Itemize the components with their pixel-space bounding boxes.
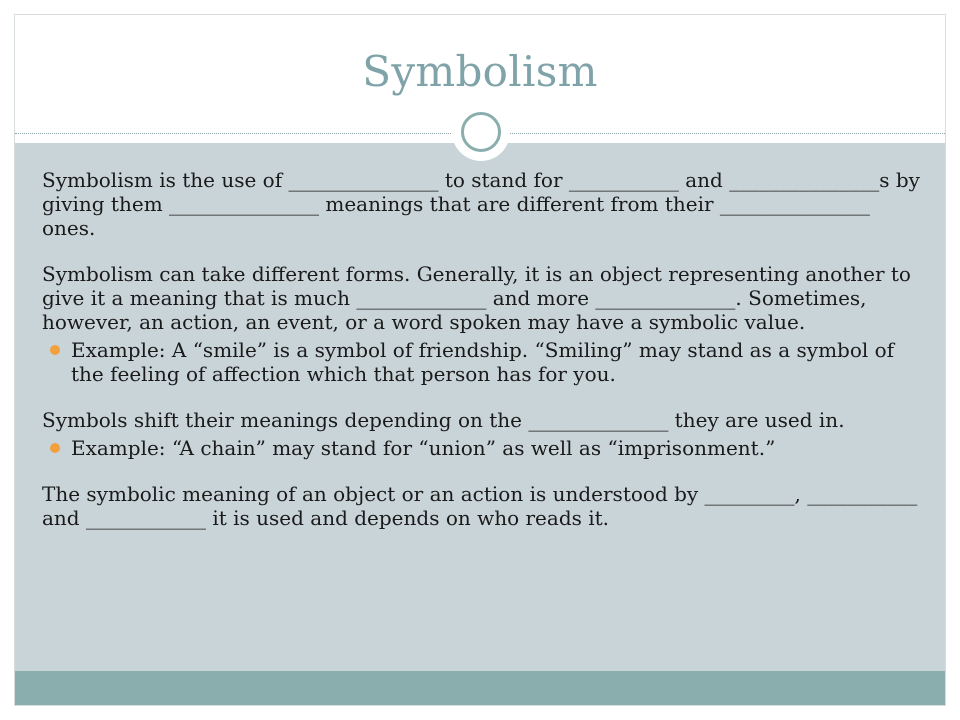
paragraph-forms: Symbolism can take different forms. Generally, it is an object representing another to give it a meaning that is much _____________ and more ______________. Sometimes, however, an action, an event, or a word spoken may have a symbolic value. [42, 262, 911, 334]
slide [14, 14, 946, 706]
bullet-dot-icon [50, 443, 60, 453]
body-text [42, 168, 922, 552]
footer-bar [15, 671, 945, 705]
slide-title: Symbolism [362, 47, 598, 96]
paragraph-understood: The symbolic meaning of an object or an action is understood by _________, ___________ and ____________ it is used and depends on who reads it. [42, 482, 918, 530]
paragraph-definition: Symbolism is the use of _______________ to stand for ___________ and _______________s by giving them _______________ meanings that are different from their _______________ ones. [42, 168, 920, 240]
bullet-example-smile [42, 338, 922, 386]
circle-ring-icon [461, 112, 501, 152]
bullet-text: Example: “A chain” may stand for “union” as well as “imprisonment.” [71, 436, 776, 460]
paragraph-shift: Symbols shift their meanings depending on the ______________ they are used in. [42, 408, 845, 432]
bullet-example-chain [42, 436, 922, 460]
bullet-dot-icon [50, 345, 60, 355]
bullet-text: Example: A “smile” is a symbol of friendship. “Smiling” may stand as a symbol of the feeling of affection which that person has for you. [71, 338, 895, 386]
